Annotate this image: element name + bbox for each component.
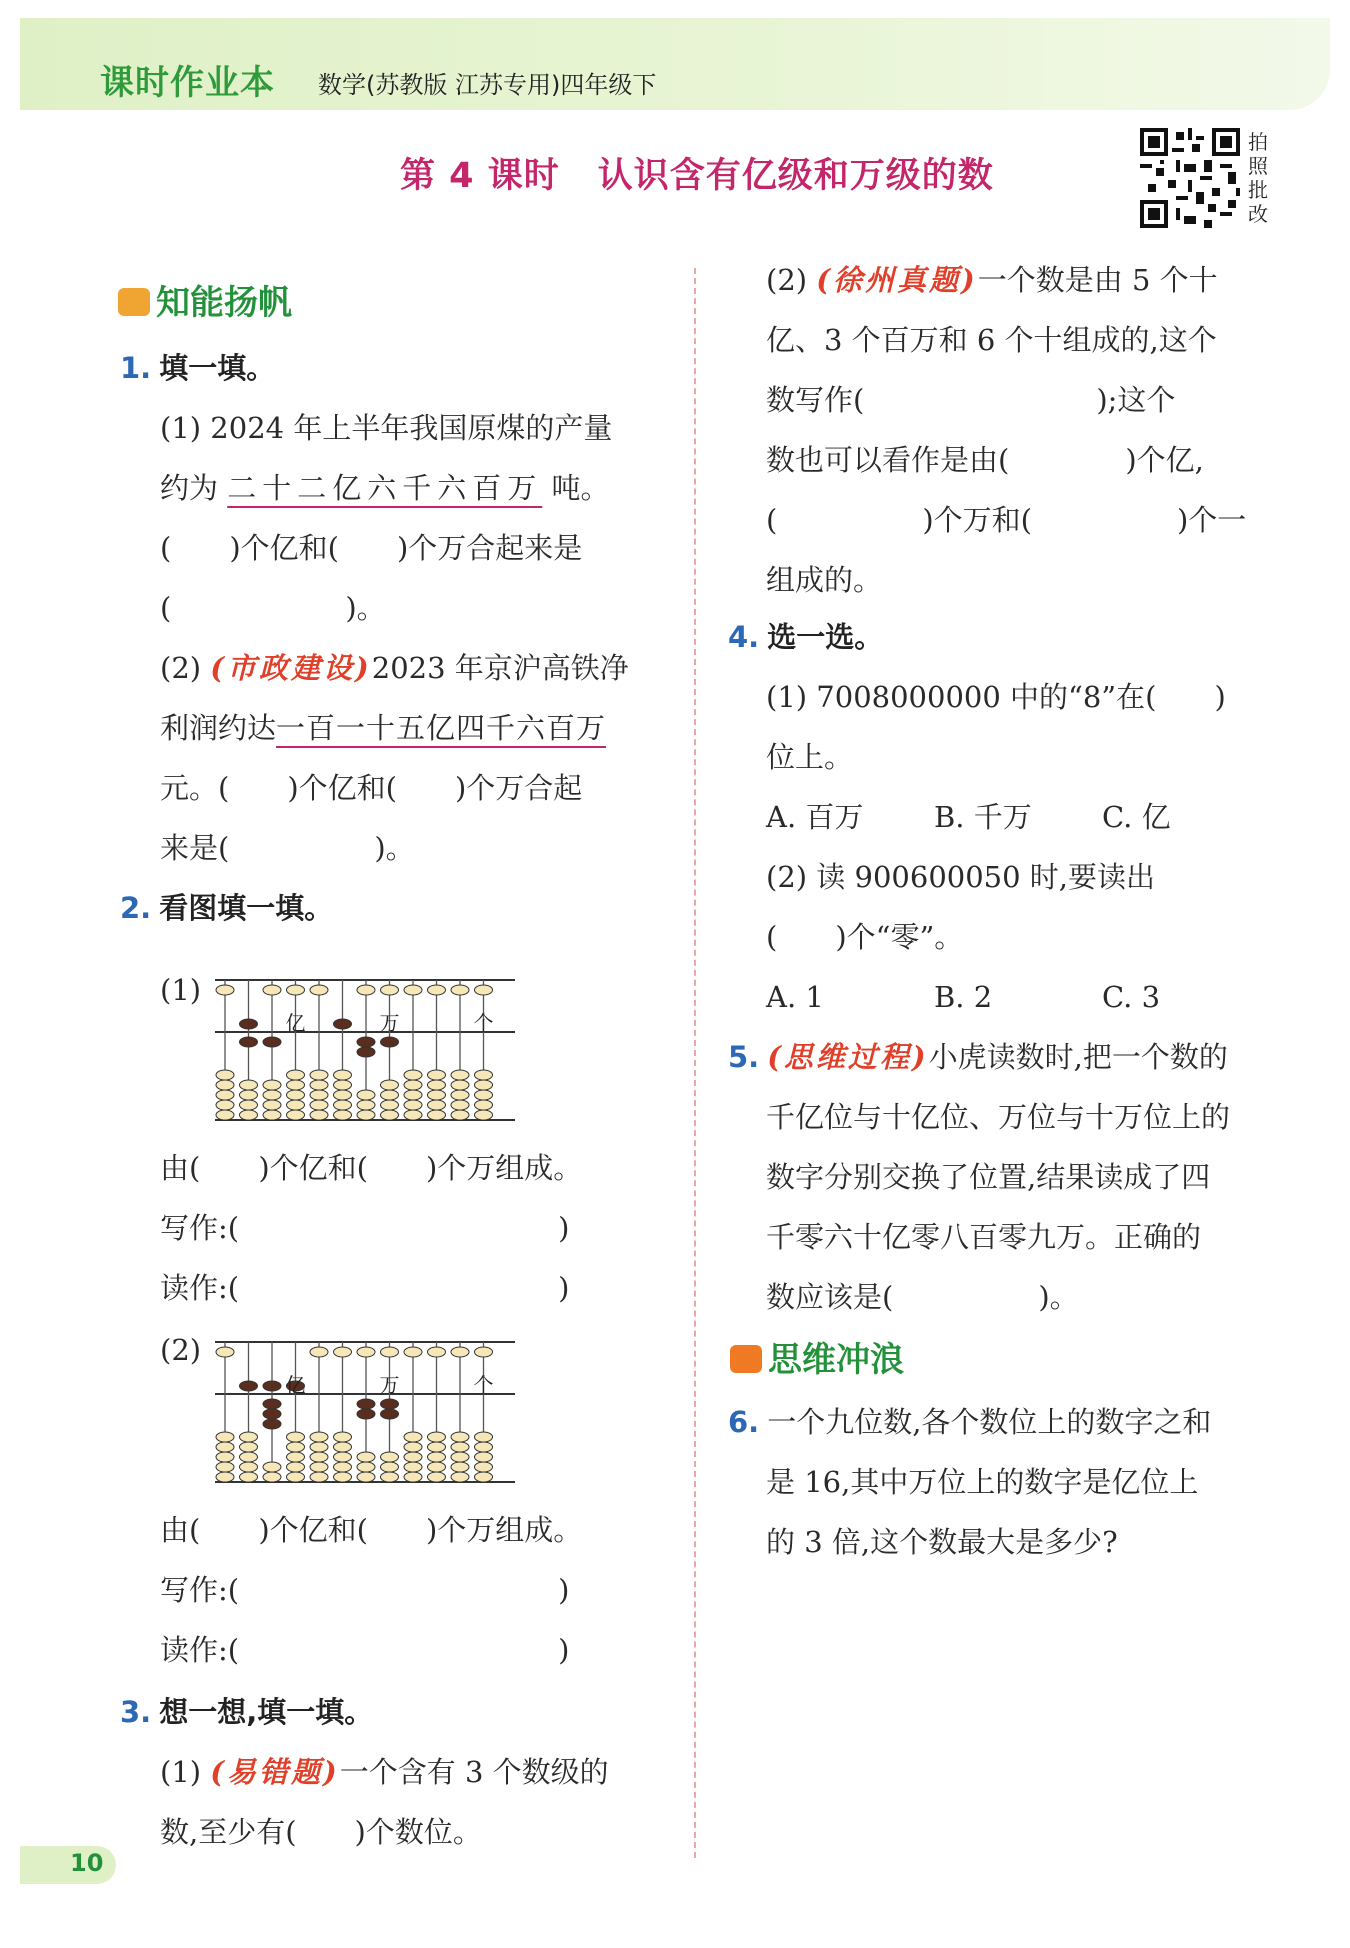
abacus-bead: [475, 1100, 493, 1110]
abacus-bead: [381, 1409, 399, 1419]
abacus-place-label: 万: [379, 1373, 400, 1397]
abacus-bead: [428, 1100, 446, 1110]
section-heading-siwei: [730, 1332, 904, 1381]
abacus-bead: [451, 1347, 469, 1357]
abacus-bead: [451, 985, 469, 995]
abacus-bead: [357, 1347, 375, 1357]
q3-1-line-a: 一个含有 3 个数级的: [339, 1755, 609, 1789]
abacus-bead: [310, 1442, 328, 1452]
question-number: 1.: [120, 351, 152, 385]
abacus-bead: [263, 1037, 281, 1047]
abacus-bead: [334, 1110, 352, 1120]
abacus-bead: [451, 1442, 469, 1452]
abacus-bead: [240, 1090, 258, 1100]
abacus-bead: [263, 1090, 281, 1100]
q3-2-yi-blank[interactable]: 数也可以看作是由( )个亿,: [766, 443, 1204, 477]
abacus-bead: [357, 1399, 375, 1409]
abacus-bead: [334, 1347, 352, 1357]
q3-2-write-blank[interactable]: 数写作( );这个: [766, 383, 1176, 417]
lesson-topic: 认识含有亿级和万级的数: [597, 156, 994, 196]
q2-2-read-line[interactable]: 读作:( ): [160, 1633, 570, 1667]
abacus-bead: [357, 1462, 375, 1472]
abacus-bead: [240, 1100, 258, 1110]
question-number: 4.: [728, 620, 760, 654]
abacus-bead: [263, 985, 281, 995]
abacus-bead: [216, 1432, 234, 1442]
abacus-bead: [240, 1452, 258, 1462]
abacus-bead: [216, 985, 234, 995]
q2-2-label: (2): [160, 1333, 202, 1367]
abacus-bead: [404, 1442, 422, 1452]
q1-1-line-a: (1) 2024 年上半年我国原煤的产量: [160, 411, 613, 445]
abacus-bead: [240, 1381, 258, 1391]
abacus-bead: [240, 1019, 258, 1029]
abacus-bead: [381, 1462, 399, 1472]
abacus-bead: [263, 1110, 281, 1120]
q2-1-compose-line[interactable]: 由( )个亿和( )个万组成。: [160, 1151, 583, 1185]
q2-2-compose-line[interactable]: 由( )个亿和( )个万组成。: [160, 1513, 583, 1547]
abacus-bead: [428, 1070, 446, 1080]
abacus-bead: [451, 1452, 469, 1462]
abacus-bead: [404, 1462, 422, 1472]
question-heading: 看图填一填。: [159, 891, 334, 925]
q1-2-line-b: 利润约达: [160, 711, 277, 745]
abacus-bead: [357, 1472, 375, 1482]
question-3-part-2: [766, 250, 1246, 610]
abacus-bead: [216, 1100, 234, 1110]
q5-tag: (思维过程): [767, 1040, 929, 1074]
abacus-bead: [475, 1462, 493, 1472]
abacus-bead: [263, 1080, 281, 1090]
q3-1-tag: (易错题): [210, 1755, 340, 1789]
abacus-bead: [381, 1090, 399, 1100]
q1-2-number-reading: 一百一十五亿四千六百万: [276, 711, 607, 745]
lesson-title: [400, 148, 994, 198]
abacus-place-label: 个: [473, 1011, 494, 1035]
abacus-bead: [216, 1347, 234, 1357]
abacus-bead: [451, 1472, 469, 1482]
abacus-bead: [263, 1381, 281, 1391]
qr-code-icon[interactable]: [1140, 128, 1240, 228]
abacus-bead: [310, 1100, 328, 1110]
abacus-bead: [428, 1347, 446, 1357]
book-subject: 数学(苏教版 江苏专用)四年级下: [318, 71, 657, 99]
abacus-bead: [263, 1462, 281, 1472]
abacus-bead: [428, 1472, 446, 1482]
abacus-bead: [428, 1452, 446, 1462]
abacus-bead: [334, 1019, 352, 1029]
abacus-bead: [263, 1409, 281, 1419]
abacus-bead: [310, 1347, 328, 1357]
abacus-bead: [451, 1100, 469, 1110]
question-4: [728, 607, 1230, 1327]
abacus-bead: [310, 1110, 328, 1120]
q6-line-b: 是 16,其中万位上的数字是亿位上: [766, 1465, 1199, 1499]
abacus-bead: [310, 1090, 328, 1100]
abacus-bead: [451, 1462, 469, 1472]
abacus-bead: [334, 1090, 352, 1100]
abacus-bead: [404, 1070, 422, 1080]
abacus-bead: [263, 1472, 281, 1482]
q2-1-read-line[interactable]: 读作:( ): [160, 1271, 570, 1305]
q1-1-unit: 吨。: [542, 471, 610, 505]
section-heading-zhineng: [118, 275, 292, 324]
abacus-bead: [216, 1110, 234, 1120]
abacus-bead: [240, 1037, 258, 1047]
abacus-bead: [357, 1110, 375, 1120]
q1-2-answer-blank[interactable]: 来是( )。: [160, 831, 415, 865]
abacus-bead: [404, 1090, 422, 1100]
abacus-bead: [451, 1090, 469, 1100]
q6-line-a: 一个九位数,各个数位上的数字之和: [767, 1405, 1212, 1439]
abacus-bead: [475, 1080, 493, 1090]
abacus-bead: [428, 1432, 446, 1442]
q3-2-line-a: 一个数是由 5 个十: [977, 263, 1218, 297]
qr-label: 拍照批改: [1248, 130, 1268, 226]
abacus-bead: [240, 1432, 258, 1442]
abacus-bead: [381, 1037, 399, 1047]
q1-2-blank-line[interactable]: 元。( )个亿和( )个万合起: [160, 771, 583, 805]
abacus-bead: [428, 1462, 446, 1472]
q2-1-answers: [160, 1138, 582, 1318]
abacus-bead: [404, 985, 422, 995]
abacus-place-label: 亿: [285, 1373, 306, 1397]
abacus-bead: [451, 1110, 469, 1120]
abacus-bead: [475, 1347, 493, 1357]
abacus-bead: [334, 1462, 352, 1472]
abacus-bead: [334, 1472, 352, 1482]
abacus-bead: [475, 1110, 493, 1120]
option-b[interactable]: B. 2: [934, 980, 993, 1014]
abacus-bead: [287, 1432, 305, 1442]
abacus-bead: [357, 985, 375, 995]
abacus-bead: [240, 1462, 258, 1472]
abacus-bead: [428, 985, 446, 995]
question-3: [120, 1682, 609, 1862]
abacus-bead: [287, 1452, 305, 1462]
abacus-bead: [475, 1452, 493, 1462]
abacus-bead: [475, 985, 493, 995]
q3-2-line-b: 亿、3 个百万和 6 个十组成的,这个: [766, 323, 1217, 357]
abacus-bead: [475, 1090, 493, 1100]
q4-2-blank-line[interactable]: ( )个“零”。: [766, 920, 964, 954]
abacus-bead: [287, 1472, 305, 1482]
q1-2-line-a: 2023 年京沪高铁净: [371, 651, 629, 685]
q1-2-tag: (市政建设): [210, 651, 372, 685]
abacus-bead: [334, 1070, 352, 1080]
abacus-bead: [381, 1080, 399, 1090]
abacus-bead: [357, 1037, 375, 1047]
q1-1-number-reading: 二十二亿六千六百万: [227, 471, 543, 505]
section-label: 知能扬帆: [156, 283, 292, 323]
abacus-bead: [381, 985, 399, 995]
abacus-bead: [475, 1472, 493, 1482]
abacus-bead: [404, 1347, 422, 1357]
abacus-bead: [287, 1090, 305, 1100]
abacus-bead: [216, 1080, 234, 1090]
q6-line-c: 的 3 倍,这个数最大是多少?: [766, 1525, 1118, 1559]
option-a[interactable]: A. 百万: [766, 800, 864, 834]
abacus-bead: [357, 1100, 375, 1110]
question-heading: 选一选。: [767, 620, 884, 654]
option-b[interactable]: B. 千万: [934, 800, 1032, 834]
abacus-bead: [287, 1462, 305, 1472]
abacus-bead: [310, 1070, 328, 1080]
abacus-place-label: 万: [379, 1011, 400, 1035]
abacus-bead: [381, 1452, 399, 1462]
q3-1-blank-line[interactable]: 数,至少有( )个数位。: [160, 1815, 482, 1849]
q5-line-d: 千零六十亿零八百零九万。正确的: [766, 1220, 1202, 1254]
abacus-diagram-1: [215, 972, 520, 1122]
question-1: [120, 338, 629, 938]
question-number: 2.: [120, 891, 152, 925]
abacus-bead: [357, 1409, 375, 1419]
abacus-bead: [334, 1432, 352, 1442]
q3-2-wan-blank[interactable]: ( )个万和( )个一: [766, 503, 1247, 537]
abacus-bead: [216, 1452, 234, 1462]
abacus-bead: [287, 1110, 305, 1120]
abacus-bead: [287, 1070, 305, 1080]
abacus-bead: [357, 1047, 375, 1057]
q5-line-a: 小虎读数时,把一个数的: [928, 1040, 1228, 1074]
q2-2-write-line[interactable]: 写作:( ): [160, 1573, 570, 1607]
abacus-bead: [404, 1100, 422, 1110]
q3-1-label: (1): [160, 1755, 211, 1789]
q3-2-line-f: 组成的。: [766, 563, 883, 597]
q1-1-blank-line[interactable]: ( )个亿和( )个万合起来是: [160, 531, 583, 565]
abacus-bead: [334, 1080, 352, 1090]
abacus-bead: [263, 1100, 281, 1110]
abacus-bead: [287, 985, 305, 995]
abacus-bead: [263, 1399, 281, 1409]
abacus-diagram-2: [215, 1334, 520, 1484]
abacus-bead: [263, 1419, 281, 1429]
abacus-bead: [381, 1347, 399, 1357]
question-6: [728, 1392, 1211, 1572]
option-a[interactable]: A. 1: [766, 980, 824, 1014]
q4-1-blank-line[interactable]: (1) 7008000000 中的“8”在( ): [766, 680, 1226, 714]
sail-icon: [118, 288, 150, 316]
abacus-bead: [310, 1462, 328, 1472]
brand-title: 课时作业本: [100, 63, 275, 103]
abacus-bead: [475, 1070, 493, 1080]
question-number: 6.: [728, 1405, 760, 1439]
abacus-bead: [334, 1452, 352, 1462]
abacus-place-label: 个: [473, 1373, 494, 1397]
question-heading: 填一填。: [159, 351, 276, 385]
option-c[interactable]: C. 亿: [1102, 800, 1171, 834]
abacus-bead: [428, 1080, 446, 1090]
abacus-bead: [287, 1100, 305, 1110]
q4-1-line-b: 位上。: [766, 740, 854, 774]
option-c[interactable]: C. 3: [1102, 980, 1161, 1014]
q1-1-line-b: 约为: [160, 471, 228, 505]
wave-icon: [730, 1345, 762, 1373]
abacus-bead: [381, 1399, 399, 1409]
lesson-number: 第 4 课时: [400, 156, 560, 196]
abacus-bead: [404, 1080, 422, 1090]
abacus-bead: [310, 1472, 328, 1482]
abacus-bead: [287, 1442, 305, 1452]
abacus-bead: [451, 1070, 469, 1080]
abacus-place-label: 亿: [285, 1011, 306, 1035]
q5-line-b: 千亿位与十亿位、万位与十万位上的: [766, 1100, 1231, 1134]
abacus-bead: [310, 1452, 328, 1462]
q5-answer-blank[interactable]: 数应该是( )。: [766, 1280, 1079, 1314]
abacus-bead: [451, 1432, 469, 1442]
section-label: 思维冲浪: [768, 1340, 904, 1380]
abacus-bead: [216, 1070, 234, 1080]
abacus-bead: [216, 1442, 234, 1452]
abacus-bead: [216, 1462, 234, 1472]
abacus-bead: [240, 1080, 258, 1090]
abacus-bead: [357, 1452, 375, 1462]
abacus-bead: [404, 1110, 422, 1120]
abacus-bead: [475, 1432, 493, 1442]
abacus-bead: [428, 1110, 446, 1120]
q5-line-c: 数字分别交换了位置,结果读成了四: [766, 1160, 1211, 1194]
abacus-bead: [404, 1472, 422, 1482]
abacus-bead: [334, 1100, 352, 1110]
abacus-bead: [404, 1432, 422, 1442]
abacus-bead: [475, 1442, 493, 1452]
abacus-bead: [216, 1472, 234, 1482]
abacus-bead: [381, 1472, 399, 1482]
q3-2-tag: (徐州真题): [816, 263, 978, 297]
q2-2-answers: [160, 1500, 582, 1680]
abacus-bead: [240, 1442, 258, 1452]
column-divider: [694, 268, 696, 1858]
page-number: 10: [70, 1849, 104, 1877]
abacus-bead: [381, 1110, 399, 1120]
q1-2-label: (2): [160, 651, 211, 685]
q3-2-label: (2): [766, 263, 817, 297]
q4-2-line-a: (2) 读 900600050 时,要读出: [766, 860, 1156, 894]
abacus-bead: [216, 1090, 234, 1100]
abacus-bead: [310, 1080, 328, 1090]
abacus-bead: [310, 985, 328, 995]
abacus-bead: [357, 1090, 375, 1100]
abacus-bead: [428, 1090, 446, 1100]
question-heading: 想一想,填一填。: [159, 1695, 374, 1729]
q2-1-label: (1): [160, 973, 202, 1007]
abacus-bead: [287, 1080, 305, 1090]
abacus-bead: [240, 1472, 258, 1482]
abacus-bead: [310, 1432, 328, 1442]
abacus-bead: [334, 1442, 352, 1452]
abacus-bead: [404, 1452, 422, 1462]
abacus-bead: [240, 1110, 258, 1120]
abacus-bead: [381, 1100, 399, 1110]
abacus-bead: [451, 1080, 469, 1090]
question-number: 3.: [120, 1695, 152, 1729]
q1-1-answer-blank[interactable]: ( )。: [160, 591, 386, 625]
question-number: 5.: [728, 1040, 760, 1074]
q2-1-write-line[interactable]: 写作:( ): [160, 1211, 570, 1245]
abacus-bead: [428, 1442, 446, 1452]
